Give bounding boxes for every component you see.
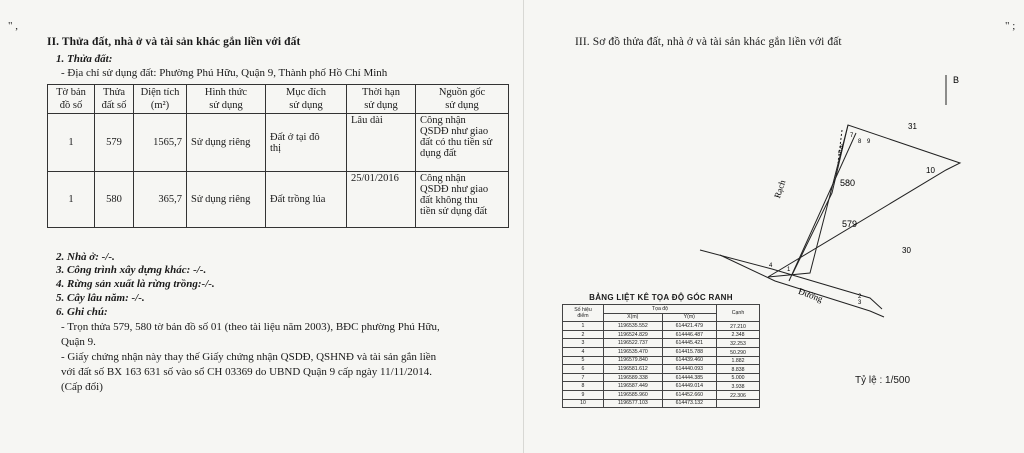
land-parcel-title: 1. Thửa đất:: [56, 53, 113, 65]
cell-use-form: Sử dụng riêng: [187, 172, 266, 228]
coordinate-table-title: BẢNG LIỆT KÊ TỌA ĐỘ GÓC RANH: [589, 293, 733, 302]
cell-x: 1196522.737: [604, 339, 663, 348]
parcel-label: 30: [902, 246, 911, 255]
vertex-label: 9: [867, 139, 871, 145]
vertex-label: 5: [838, 151, 842, 157]
cell-point: 1: [563, 322, 604, 331]
cell-use-purpose: Đất trồng lúa: [266, 172, 347, 228]
parcel-label: 10: [926, 166, 935, 175]
cell-point: 7: [563, 373, 604, 382]
vertex-label: 3: [858, 300, 862, 306]
note-line: - Giấy chứng nhận này thay thế Giấy chứng nhận QSDĐ, QSHNĐ và tài sản gắn liền: [61, 351, 437, 363]
coordinate-row: [563, 373, 760, 382]
coordinate-row: [563, 365, 760, 374]
cell-area: 365,7: [134, 172, 187, 228]
col-header-parcel: Thửa đất số: [95, 85, 134, 114]
cell-edge: 5.000: [717, 373, 760, 382]
cell-point: 2: [563, 330, 604, 339]
cell-point: 10: [563, 399, 604, 408]
parcel-label: 579: [842, 219, 858, 229]
cell-point: 8: [563, 382, 604, 391]
cell-x: 1196589.338: [604, 373, 663, 382]
coordinate-row: [563, 339, 760, 348]
corner-mark: " ;: [1005, 20, 1016, 32]
cell-point: 6: [563, 365, 604, 374]
cell-y: 614421.479: [662, 322, 716, 331]
col-header-area: Diện tích (m²): [134, 85, 187, 114]
cell-edge: 8.838: [717, 365, 760, 374]
land-parcel-table: [47, 84, 509, 228]
parcel-580-strip: [789, 133, 856, 281]
col-header-use-form: Hình thức sử dụng: [187, 85, 266, 114]
canal-label: Rạch: [772, 178, 788, 200]
section-ii-heading: II. Thửa đất, nhà ở và tài sản khác gắn liền với đất: [47, 36, 301, 48]
parcel-map: [600, 45, 1010, 335]
cell-use-term: 25/01/2016: [347, 172, 416, 228]
parcel-outline: [768, 125, 960, 277]
cell-x: 1196535.470: [604, 347, 663, 356]
table-header-row: [48, 85, 509, 114]
cell-use-purpose: Đất ở tại đô thị: [266, 114, 347, 172]
house-line: 2. Nhà ở: -/-.: [56, 251, 115, 263]
section-iii-heading: III. Sơ đồ thửa đất, nhà ở và tài sản khác gắn liền với đất: [575, 36, 842, 48]
vertex-label: 4: [769, 263, 773, 269]
cell-point: 9: [563, 390, 604, 399]
coordinate-table: [562, 304, 760, 408]
parcel-label: 31: [908, 122, 917, 131]
cell-edge: [717, 399, 760, 408]
cell-y: 614439.460: [662, 356, 716, 365]
cell-origin: Công nhận QSDĐ như giao đất có thu tiền sử dụng đất: [416, 114, 509, 172]
col-header-edge: Cạnh: [717, 305, 760, 322]
coordinate-row: [563, 347, 760, 356]
cell-use-form: Sử dụng riêng: [187, 114, 266, 172]
cell-y: 614449.014: [662, 382, 716, 391]
vertex-label: 2: [858, 294, 862, 300]
col-header-map-sheet: Tờ bản đồ số: [48, 85, 95, 114]
col-header-point: Số hiệu điểm: [563, 305, 604, 322]
cell-x: 1196585.960: [604, 390, 663, 399]
cell-y: 614446.487: [662, 330, 716, 339]
cell-point: 5: [563, 356, 604, 365]
cell-edge: 3.938: [717, 382, 760, 391]
cell-map-sheet: 1: [48, 172, 95, 228]
vertex-label: 7: [850, 133, 854, 139]
cell-y: 614473.132: [662, 399, 716, 408]
cell-point: 4: [563, 347, 604, 356]
cell-edge: 1.882: [717, 356, 760, 365]
vertex-label: 1: [787, 267, 791, 273]
col-header-use-term: Thời hạn sử dụng: [347, 85, 416, 114]
map-scale: Tỷ lệ : 1/500: [855, 375, 911, 386]
col-header-origin: Nguồn gốc sử dụng: [416, 85, 509, 114]
col-header-y: Y(m): [662, 313, 716, 322]
cell-y: 614440.093: [662, 365, 716, 374]
vertex-label: 6: [840, 145, 844, 151]
cell-y: 614445.421: [662, 339, 716, 348]
coordinate-table-block: [562, 293, 760, 408]
coordinate-row: [563, 330, 760, 339]
cell-y: 614452.660: [662, 390, 716, 399]
cell-edge: 27.210: [717, 322, 760, 331]
forest-line: 4. Rừng sản xuất là rừng trồng:-/-.: [56, 278, 215, 290]
cell-origin: Công nhận QSDĐ như giao đất không thu tiền sử dụng đất: [416, 172, 509, 228]
cell-parcel: 580: [95, 172, 134, 228]
col-header-use-purpose: Mục đích sử dụng: [266, 85, 347, 114]
cell-edge: 2.348: [717, 330, 760, 339]
cell-x: 1196587.449: [604, 382, 663, 391]
corner-mark: " ,: [8, 20, 18, 32]
construction-line: 3. Công trình xây dựng khác: -/-.: [56, 264, 207, 276]
cell-x: 1196581.612: [604, 365, 663, 374]
cell-x: 1196579.840: [604, 356, 663, 365]
cell-edge: 50.290: [717, 347, 760, 356]
vertex-label: 8: [858, 139, 862, 145]
perennial-line: 5. Cây lâu năm: -/-.: [56, 292, 145, 304]
parcel-label: 580: [840, 178, 856, 188]
cell-map-sheet: 1: [48, 114, 95, 172]
coordinate-row: [563, 382, 760, 391]
cell-y: 614415.788: [662, 347, 716, 356]
cell-use-term: Lâu dài: [347, 114, 416, 172]
road-label: Đường: [797, 286, 825, 305]
cell-y: 614444.385: [662, 373, 716, 382]
coordinate-row: [563, 390, 760, 399]
col-header-x: X(m): [604, 313, 663, 322]
coordinate-header-row: [563, 305, 760, 314]
coordinate-row: [563, 356, 760, 365]
cell-point: 3: [563, 339, 604, 348]
cell-parcel: 579: [95, 114, 134, 172]
col-header-coord: Tọa độ: [604, 305, 717, 314]
note-line: với đất số BX 163 631 số vào sổ CH 03369 do UBND Quận 9 cấp ngày 11/11/2014.: [61, 366, 433, 378]
north-letter: B: [953, 75, 960, 85]
table-row: [48, 114, 509, 172]
cell-x: 1196577.103: [604, 399, 663, 408]
note-line: (Cấp đổi): [61, 381, 103, 393]
page-fold: [523, 0, 524, 453]
cell-x: 1196535.552: [604, 322, 663, 331]
cell-edge: 32.253: [717, 339, 760, 348]
note-line: Quận 9.: [61, 336, 96, 348]
notes-title: 6. Ghi chú:: [56, 306, 108, 318]
table-row: [48, 172, 509, 228]
cell-area: 1565,7: [134, 114, 187, 172]
land-address: - Địa chỉ sử dụng đất: Phường Phú Hữu, Quận 9, Thành phố Hồ Chí Minh: [61, 67, 388, 79]
coordinate-row: [563, 322, 760, 331]
cell-x: 1196524.829: [604, 330, 663, 339]
note-line: - Trọn thửa 579, 580 tờ bản đồ số 01 (theo tài liệu năm 2003), BĐC phường Phú Hữu,: [61, 321, 440, 333]
coordinate-row: [563, 399, 760, 408]
cell-edge: 22.306: [717, 390, 760, 399]
